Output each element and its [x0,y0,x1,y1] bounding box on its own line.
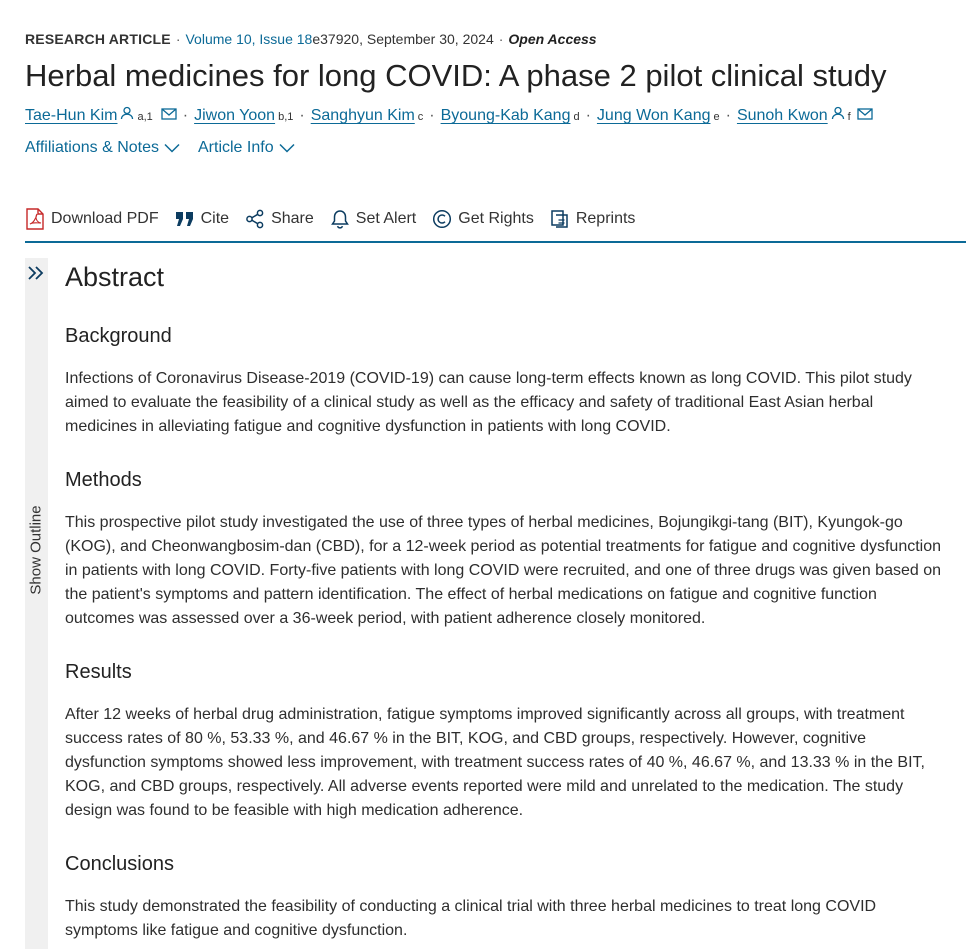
abstract-heading: Abstract [65,262,165,292]
methods-text: This prospective pilot study investigated the use of three types of herbal medicines, Bojungikgi-tang (BIT), Kyungok-go (KOG), and Cheonwangbosim-dan (CBD), for a 12-week period as potential treatments for fatigue and cognitive dysfunction in patients with long COVID. Forty-five patients with long COVID were recruited, and one of three drugs was given based on the patient's symptoms and pattern identification. The effect of herbal medications on fatigue and cognitive function outcomes was assessed over a 36-week period, with patient adherence closely monitored. [65,514,942,627]
methods-section [65,469,942,627]
author-affiliation-sup: b,1 [278,111,294,123]
results-heading: Results [65,661,132,683]
double-chevron-right-icon [26,264,46,282]
person-icon[interactable] [831,106,845,120]
quote-icon [175,211,195,227]
email-icon[interactable] [857,108,873,120]
article-meta: RESEARCH ARTICLE · Volume 10, Issue 18e37920, September 30, 2024 · Open Access [25,31,597,47]
cite-label: Cite [200,210,230,227]
toolbar-divider [25,241,966,243]
author-link[interactable]: Jung Won Kang [596,107,711,124]
reprints-label: Reprints [575,210,636,227]
get-rights-button[interactable] [432,209,534,229]
pdf-icon [25,208,45,230]
article-toolbar [25,208,635,230]
author-link[interactable]: Byoung-Kab Kang [440,107,571,124]
abstract-content [65,258,945,939]
conclusions-text: This study demonstrated the feasibility of conducting a clinical trial with three herbal medicines to treat long COVID symptoms like fatigue and cognitive dysfunction. [65,898,877,939]
background-text: Infections of Coronavirus Disease-2019 (COVID-19) can cause long-term effects known as long COVID. This pilot study aimed to evaluate the feasibility of a clinical study as well as the efficacy and safety of traditional East Asian herbal medicines in alleviating fatigue and cognitive dysfunction in patients with long COVID. [65,370,912,435]
author-affiliation-sup: f [847,111,851,123]
show-outline-button[interactable] [25,258,48,949]
get-rights-label: Get Rights [458,210,534,227]
set-alert-label: Set Alert [355,210,417,227]
article-info-label: Article Info [198,139,274,156]
email-icon[interactable] [161,108,177,120]
article-info-toggle[interactable] [198,139,295,157]
author-affiliation-sup: e [713,111,720,123]
page-title: Herbal medicines for long COVID: A phase 2 pilot clinical study [25,58,887,93]
download-pdf-button[interactable] [25,208,159,230]
author-affiliation-sup: d [573,111,580,123]
results-section [65,661,925,819]
conclusions-heading: Conclusions [65,853,174,875]
share-button[interactable] [245,209,314,229]
background-heading: Background [65,325,172,347]
download-pdf-label: Download PDF [51,210,159,227]
set-alert-button[interactable] [330,209,416,229]
share-label: Share [271,210,314,227]
background-section [65,325,912,435]
author-list: Tae-Hun Kim a,1 · Jiwon Yoon b,1 · Sanghyun Kim c · Byoung-Kab Kang d · Jung Won Kang e · Sunoh Kwon f [25,106,873,125]
author-affiliation-sup: c [417,111,424,123]
reprints-icon [550,209,570,229]
results-text: After 12 weeks of herbal drug administration, fatigue symptoms improved significantly across all groups, with treatment success rates of 80 %, 53.33 %, and 46.67 % in the BIT, KOG, and CBD groups, respectively. However, cognitive dysfunction symptoms showed less improvement, with treatment success rates of 40 %, 46.67 %, and 13.33 % in the BIT, KOG, and CBD groups, respectively. All adverse events reported were mild and unrelated to the medication. The study design was found to be feasible with high medication adherence. [65,706,925,819]
author-link[interactable]: Tae-Hun Kim [25,107,118,124]
copyright-icon [432,209,452,229]
article-type: RESEARCH ARTICLE [25,31,171,47]
chevron-down-icon [279,143,295,153]
author-link[interactable]: Jiwon Yoon [194,107,276,124]
methods-heading: Methods [65,469,142,491]
share-icon [245,209,265,229]
conclusions-section [65,853,877,939]
cite-button[interactable] [175,210,229,228]
affiliations-toggle[interactable] [25,139,180,157]
author-link[interactable]: Sunoh Kwon [736,107,828,124]
show-outline-label: Show Outline [27,505,45,595]
reprints-button[interactable] [550,209,636,229]
bell-icon [330,209,350,229]
volume-issue-link[interactable]: Volume 10, Issue 18 [185,31,313,47]
open-access-badge: Open Access [508,31,597,47]
chevron-down-icon [164,143,180,153]
article-info-text: e37920, September 30, 2024 [312,31,494,47]
affiliations-label: Affiliations & Notes [25,139,159,156]
person-icon[interactable] [120,106,134,120]
author-affiliation-sup: a,1 [137,111,153,123]
author-link[interactable]: Sanghyun Kim [310,107,415,124]
article-links [25,139,295,157]
